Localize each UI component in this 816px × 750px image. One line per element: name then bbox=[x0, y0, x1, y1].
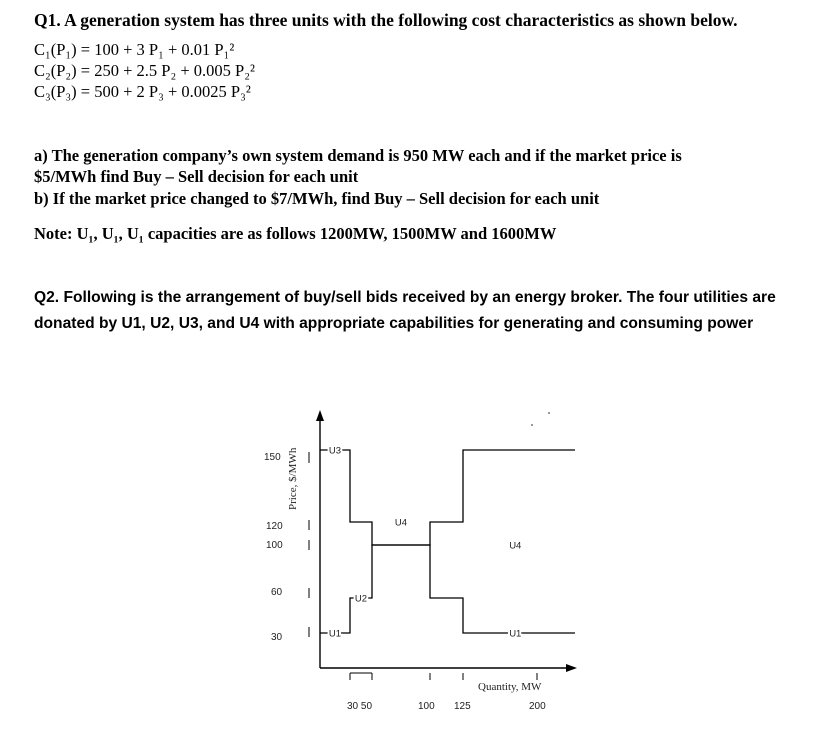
stray-dot bbox=[548, 412, 550, 414]
y-tick-label: 60 bbox=[271, 587, 283, 598]
y-tick-label: 150 bbox=[264, 452, 281, 463]
stray-dot bbox=[531, 424, 533, 426]
x-tick-marks bbox=[350, 673, 537, 680]
q2-line1: Q2. Following is the arrangement of buy/sell bids received by an energy broker. The four utilities are bbox=[34, 289, 776, 306]
y-axis-arrow bbox=[316, 410, 324, 421]
segment-label-u4: U4 bbox=[509, 540, 522, 552]
y-axis-label: Price, $/MWh bbox=[287, 447, 299, 510]
segment-label-u4: U4 bbox=[394, 517, 408, 529]
equation-c3: C₃(P₃) = 500 + 2 P₃ + 0.0025 P₃² bbox=[34, 82, 251, 101]
y-tick-label: 30 bbox=[271, 632, 283, 643]
q2-line2: donated by U1, U2, U3, and U4 with appropriate capabilities for generating and consuming power bbox=[34, 315, 754, 332]
part-a-line1: a) The generation company’s own system demand is 950 MW each and if the market price is bbox=[34, 146, 682, 165]
segment-labels bbox=[329, 446, 521, 640]
x-tick-label: 100 bbox=[418, 701, 435, 712]
x-tick-label: 30 50 bbox=[347, 701, 373, 712]
segment-label-u1: U1 bbox=[509, 628, 522, 640]
equation-c2: C₂(P₂) = 250 + 2.5 P₂ + 0.005 P₂² bbox=[34, 61, 255, 80]
buy-bid-step-line bbox=[320, 450, 575, 633]
segment-label-u1: U1 bbox=[328, 628, 342, 640]
equation-c1: C₁(P₁) = 100 + 3 P₁ + 0.01 P₁² bbox=[34, 40, 235, 59]
note: Note: U₁, U₁, U₁ capacities are as follows 1200MW, 1500MW and 1600MW bbox=[34, 224, 557, 243]
y-tick-label: 120 bbox=[266, 521, 283, 532]
y-tick-label: 100 bbox=[266, 540, 283, 551]
x-axis-label: Quantity, MW bbox=[478, 681, 542, 693]
x-axis-arrow bbox=[566, 664, 577, 672]
segment-label-u3: U3 bbox=[328, 445, 342, 457]
sell-bid-step-line bbox=[320, 450, 575, 633]
x-tick-label: 125 bbox=[454, 701, 471, 712]
x-tick-label: 200 bbox=[529, 701, 546, 712]
part-a-line2: $5/MWh find Buy – Sell decision for each unit bbox=[34, 167, 359, 186]
q1-title: Q1. A generation system has three units with the following cost characteristics as shown below. bbox=[34, 10, 738, 30]
part-b: b) If the market price changed to $7/MWh, find Buy – Sell decision for each unit bbox=[34, 189, 600, 208]
segment-label-u2: U2 bbox=[354, 593, 368, 605]
